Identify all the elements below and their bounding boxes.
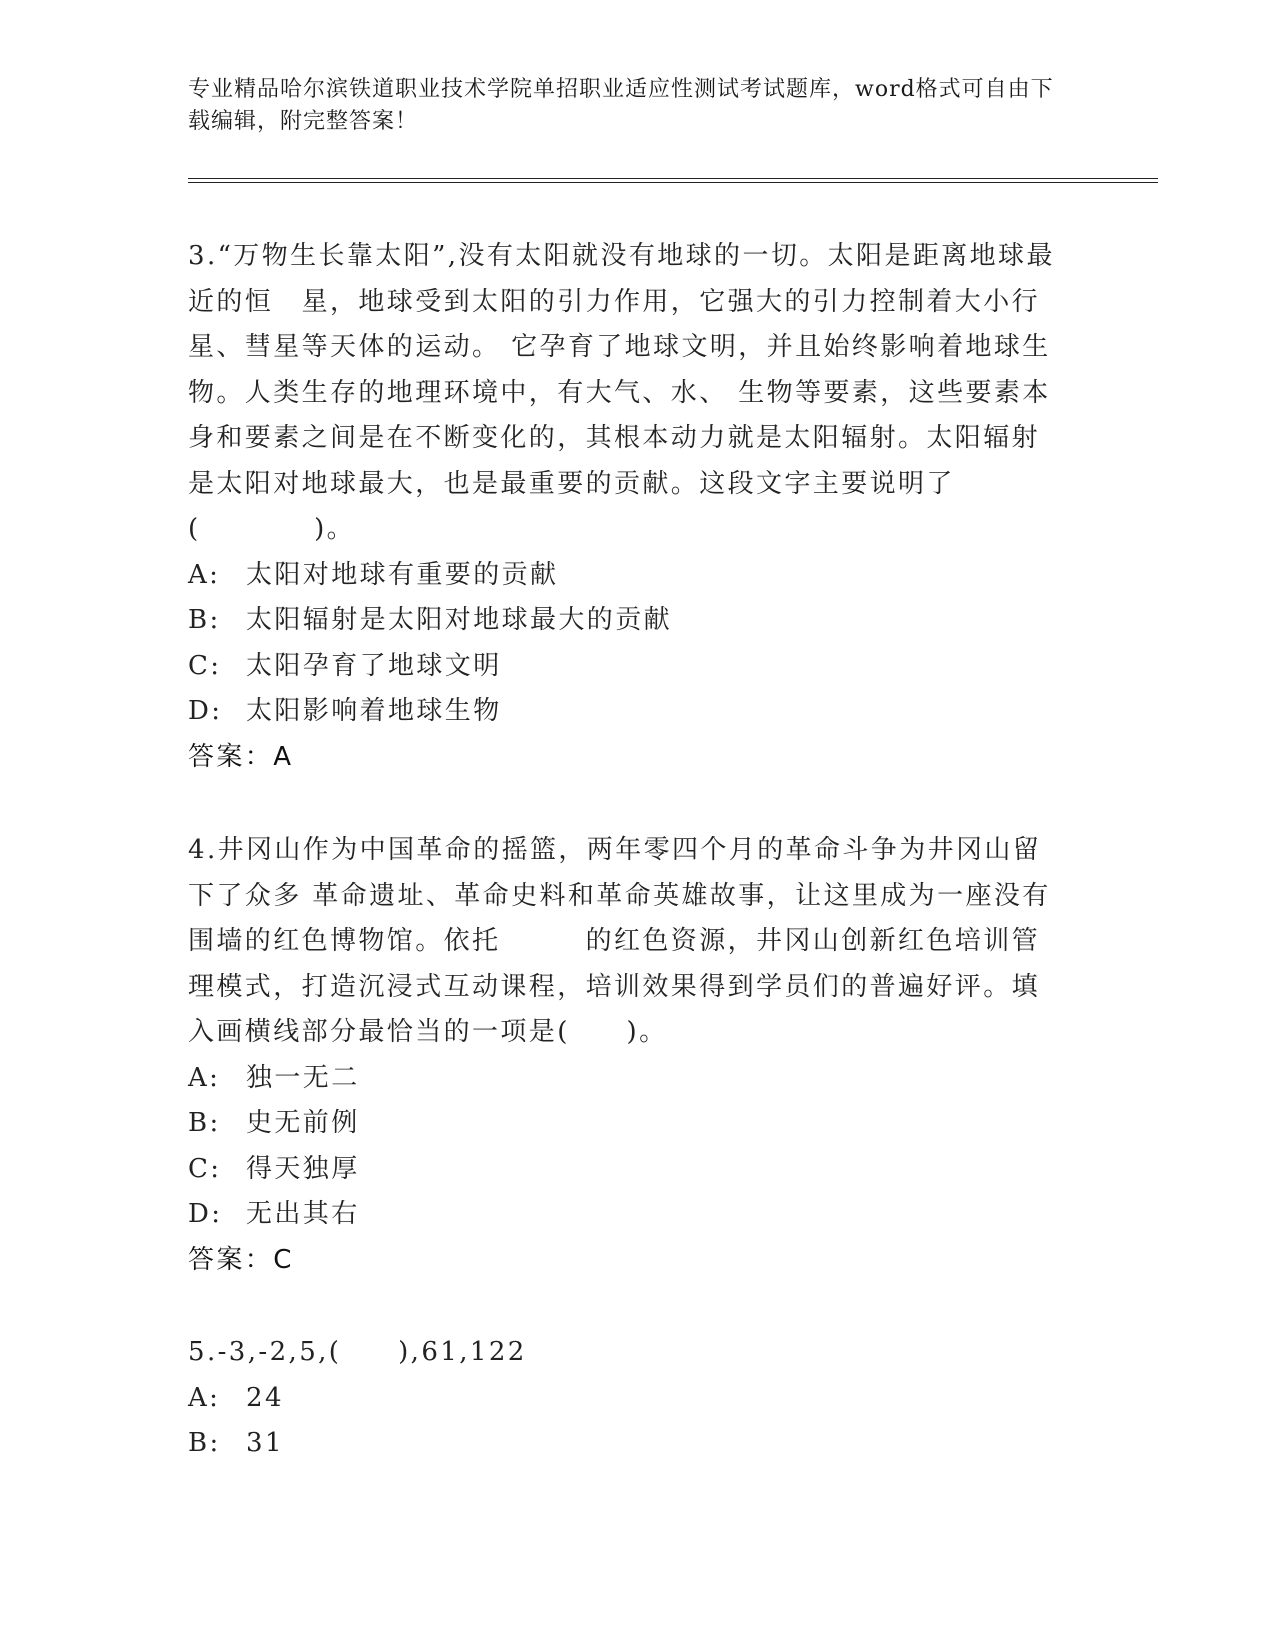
option-d (188, 689, 1068, 735)
question-stem: 4.井冈山作为中国革命的摇篮，两年零四个月的革命斗争为井冈山留下了众多 革命遗址、革命史料和革命英雄故事，让这里成为一座没有围墙的红色博物馆。依托 的红色资源，井冈山创新红色培训管理模式，打造沉浸式互动课程，培训效果得到学员们的普遍好评。填入画横线部分最恰当的一项是( )。 (188, 835, 1051, 1047)
option-key: D: (188, 696, 223, 726)
option-a (188, 553, 1068, 599)
option-text: 31 (246, 1428, 284, 1458)
question-stem: 3.“万物生长靠太阳”,没有太阳就没有地球的一切。太阳是距离地球最近的恒 星，地球受到太阳的引力作用，它强大的引力控制着大小行星、彗星等天体的运动。 它孕育了地球文明，并且始终影响着地球生物。人类生存的地理环境中，有大气、水、 生物等要素，这些要素本身和要素之间是在不断变化的，其根本动力就是太阳辐射。太阳辐射是太阳对地球最大，也是最重要的贡献。这段文字主要说明了( )。 (188, 241, 1055, 544)
option-text: 太阳对地球有重要的贡献 (246, 559, 559, 590)
option-text: 24 (246, 1382, 284, 1413)
option-key: C: (188, 650, 222, 681)
option-a (188, 1056, 1068, 1102)
option-text: 史无前例 (246, 1108, 360, 1138)
option-key: B: (188, 1108, 221, 1138)
option-d (188, 1192, 1068, 1238)
option-key: A: (188, 1382, 221, 1413)
answer-line: 答案：C (188, 1244, 294, 1275)
header-divider-bottom (188, 182, 1158, 183)
question-5 (188, 1330, 1068, 1467)
option-text: 太阳辐射是太阳对地球最大的贡献 (246, 605, 673, 635)
option-key: D: (188, 1199, 223, 1229)
option-text: 太阳影响着地球生物 (246, 696, 502, 726)
option-text: 得天独厚 (246, 1153, 360, 1184)
option-b (188, 1101, 1068, 1147)
option-text: 无出其右 (246, 1199, 360, 1229)
option-a (188, 1376, 1068, 1422)
header-divider-top (188, 178, 1158, 179)
option-c (188, 1147, 1068, 1193)
option-b (188, 598, 1068, 644)
option-key: A: (188, 1062, 221, 1093)
option-c (188, 644, 1068, 690)
option-b (188, 1421, 1068, 1467)
option-text: 太阳孕育了地球文明 (246, 650, 502, 681)
question-3 (188, 234, 1068, 780)
option-key: A: (188, 559, 221, 590)
document-header: 专业精品哈尔滨铁道职业技术学院单招职业适应性测试考试题库，word格式可自由下载编辑，附完整答案！ (188, 77, 1054, 134)
option-key: B: (188, 605, 221, 635)
answer-line: 答案：A (188, 741, 294, 772)
option-key: C: (188, 1153, 222, 1184)
question-stem: 5.-3,-2,5,( ),61,122 (188, 1337, 527, 1367)
question-4 (188, 828, 1068, 1283)
option-key: B: (188, 1428, 221, 1458)
option-text: 独一无二 (246, 1062, 360, 1093)
